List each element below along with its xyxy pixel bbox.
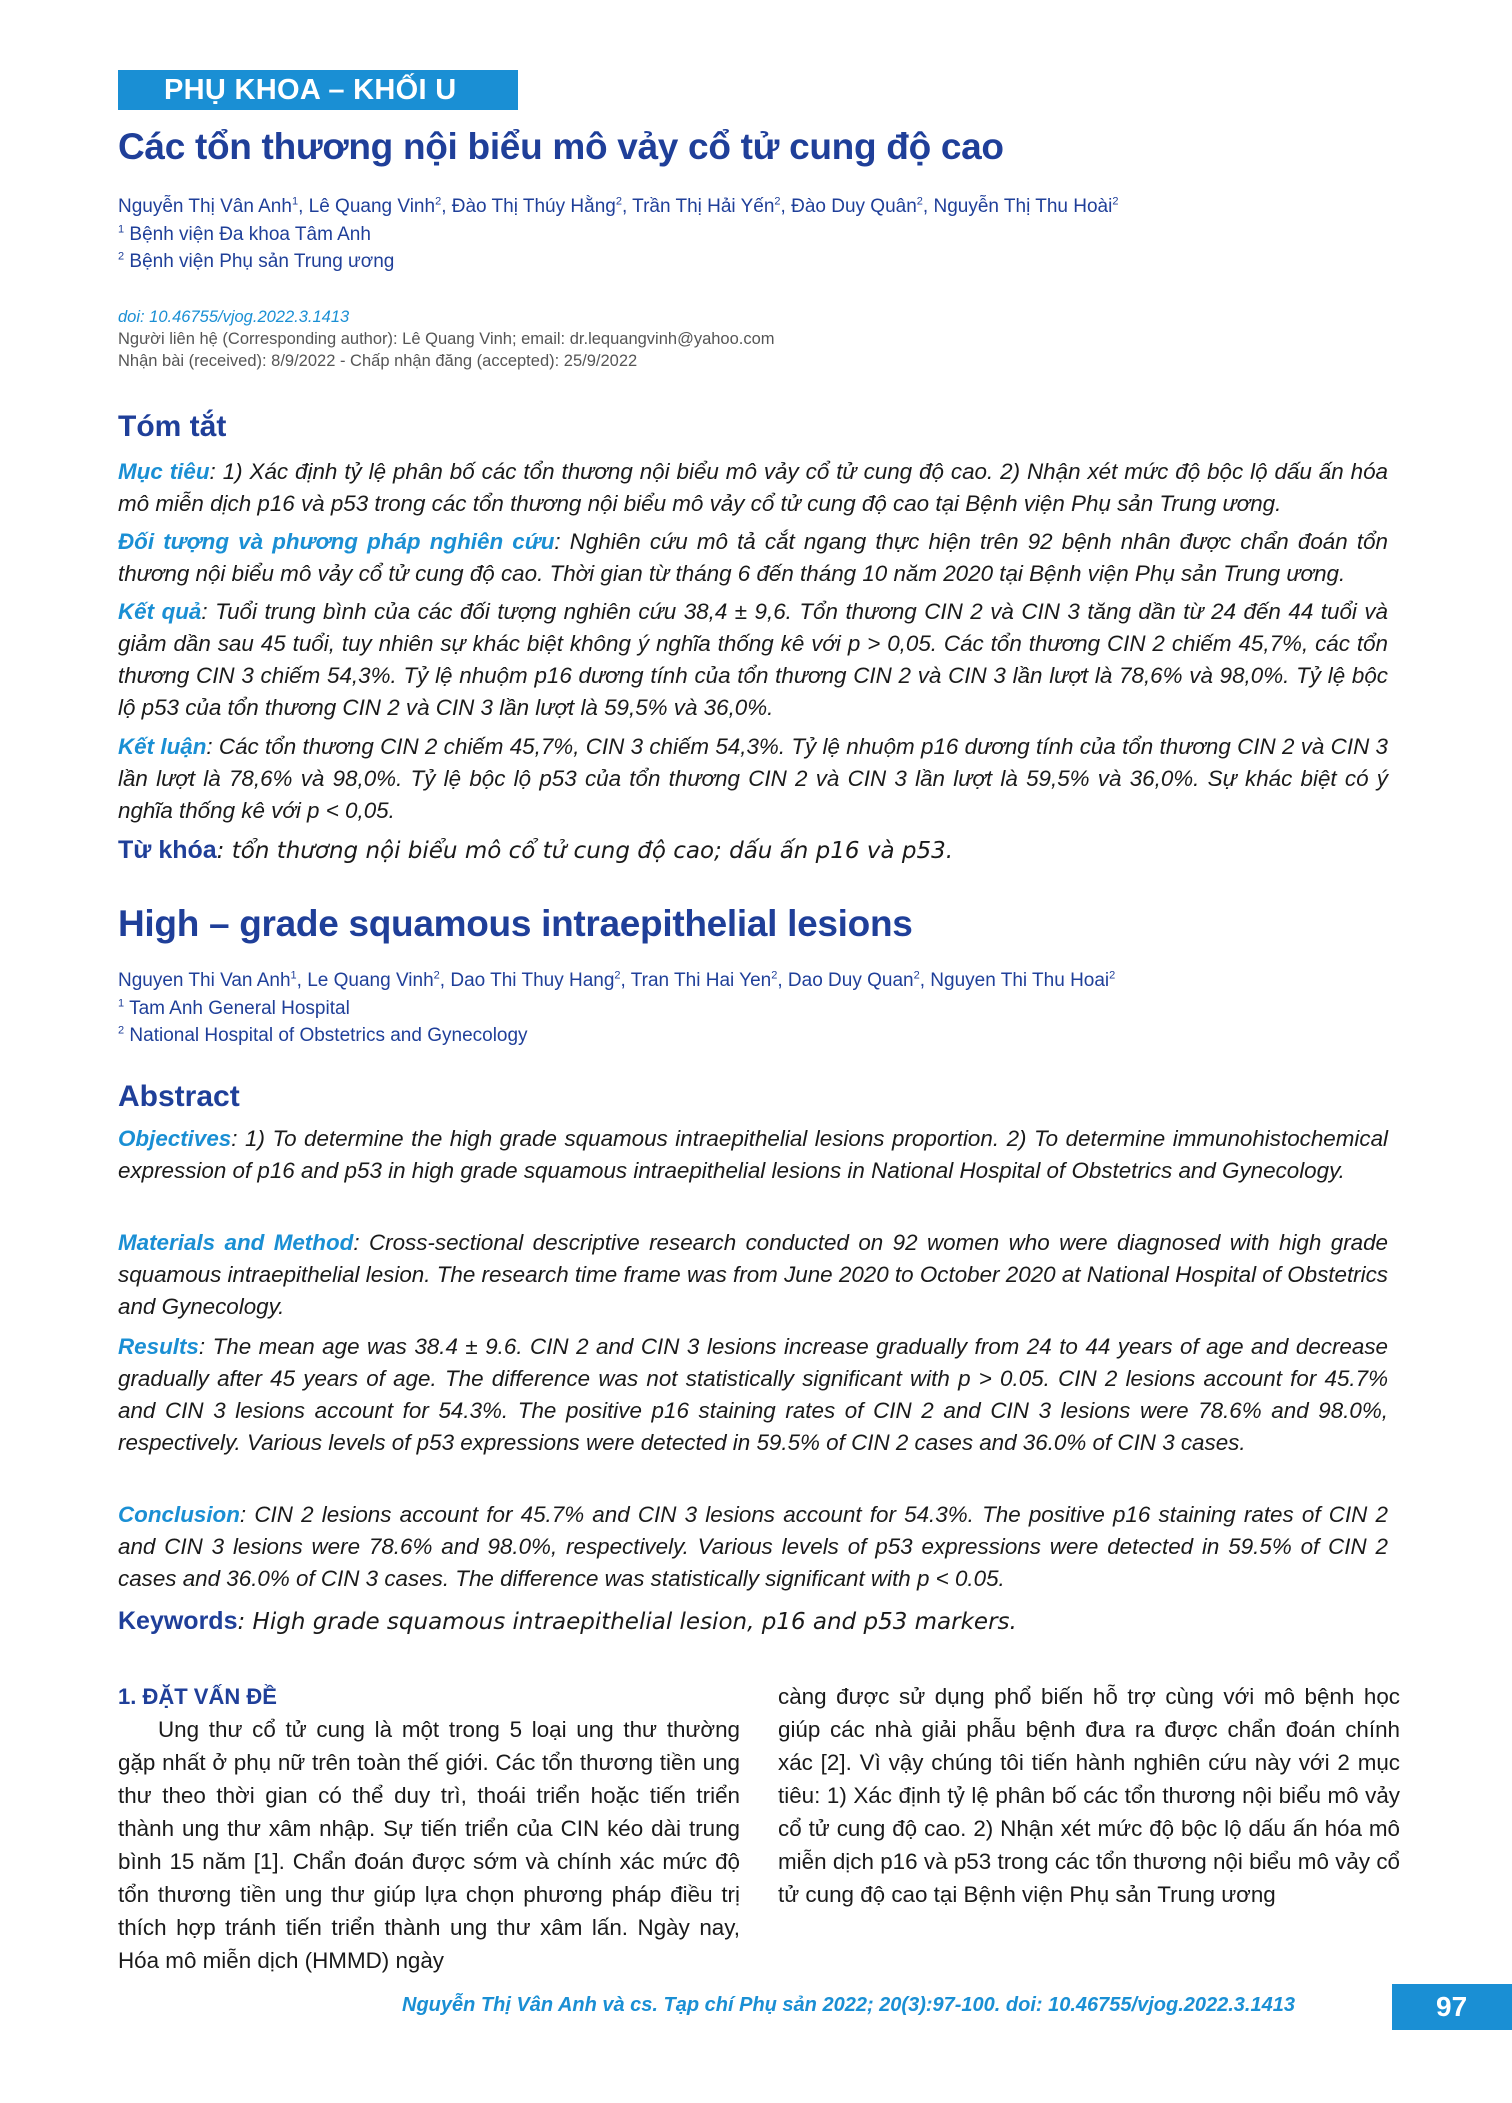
affiliation-text: Bệnh viện Phụ sản Trung ương: [129, 251, 395, 272]
results-text: : Tuổi trung bình của các đối tượng nghiên cứu 38,4 ± 9,6. Tổn thương CIN 2 và CIN 3 tăng dần từ 24 đến 44 tuổi và giảm dần sau 45 tuổi, tuy nhiên sự khác biệt không ý nghĩa thống kê với p > 0,05. Các tổn thương CIN 2 chiếm 45,7%, các tổn thương CIN 3 chiếm 54,3%. Tỷ lệ nhuộm p16 dương tính của tổn thương CIN 2 và CIN 3 lần lượt là 78,6% và 98,0%. Tỷ lệ bộc lộ p53 của tổn thương CIN 2 và CIN 3 lần lượt là 59,5% và 36,0%.: [118, 599, 1388, 720]
methods-label: Materials and Method: [118, 1230, 354, 1255]
affiliation-sup: 2: [118, 1024, 125, 1037]
objectives-text: : 1) Xác định tỷ lệ phân bố các tổn thương nội biểu mô vảy cổ tử cung độ cao. 2) Nhận xét mức độ bộc lộ dấu ấn hóa mô miễn dịch p16 và p53 trong các tổn thương nội biểu mô vảy cổ tử cung độ cao tại Bệnh viện Phụ sản Trung ương.: [118, 459, 1388, 516]
author-sup: 1: [291, 195, 299, 208]
author-sup: 2: [433, 969, 440, 982]
en-affiliation-2: [118, 1022, 528, 1049]
author-name: Trần Thị Hải Yến: [632, 196, 775, 217]
vi-title: Các tổn thương nội biểu mô vảy cổ tử cung độ cao: [118, 126, 1004, 167]
vi-conclusion: [118, 731, 1388, 827]
author-sup: 2: [614, 969, 621, 982]
author-name: Lê Quang Vinh: [308, 196, 436, 217]
author-name: Nguyen Thi Thu Hoai: [930, 970, 1110, 991]
summary-heading: Tóm tắt: [118, 410, 227, 443]
section-1-heading: 1. ĐẶT VẤN ĐỀ: [118, 1684, 277, 1709]
affiliation-text: National Hospital of Obstetrics and Gynecology: [129, 1025, 528, 1046]
affiliation-text: Bệnh viện Đa khoa Tâm Anh: [129, 224, 371, 245]
author-name: Nguyen Thi Van Anh: [118, 970, 291, 991]
en-conclusion: [118, 1499, 1388, 1595]
vi-keywords: [118, 834, 953, 867]
affiliation-sup: 2: [118, 250, 125, 263]
author-name: Tran Thi Hai Yen: [630, 970, 772, 991]
methods-text: : Cross-sectional descriptive research conducted on 92 women who were diagnosed with high grade squamous intraepithelial lesion. The research time frame was from June 2020 to October 2020 at National Hospital of Obstetrics and Gynecology.: [118, 1230, 1389, 1319]
page-number: 97: [1392, 1984, 1512, 2030]
methods-label: Đối tượng và phương pháp nghiên cứu: [118, 529, 555, 554]
conclusion-text: : CIN 2 lesions account for 45.7% and CIN 3 lesions account for 54.3%. The positive p16 staining rates of CIN 2 and CIN 3 lesions were 78.6% and 98.0%, respectively. Various levels of p53 expressions were detected in 59.5% of CIN 2 cases and 36.0% of CIN 3 cases. The difference was statistically significant with p < 0.05.: [118, 1502, 1388, 1591]
keywords-text: : tổn thương nội biểu mô cổ tử cung độ cao; dấu ấn p16 và p53.: [216, 838, 954, 864]
author-sup: 2: [615, 195, 622, 208]
en-title: High – grade squamous intraepithelial lesions: [118, 903, 913, 944]
doi-link[interactable]: doi: 10.46755/vjog.2022.3.1413: [118, 308, 350, 326]
body-column-right: [778, 1680, 1400, 1911]
en-methods: [118, 1227, 1388, 1323]
author-name: Dao Duy Quan: [787, 970, 914, 991]
en-objectives: [118, 1123, 1388, 1187]
author-name: Đào Thị Thúy Hằng: [451, 196, 616, 217]
vi-methods: [118, 526, 1388, 590]
author-sup: 2: [1112, 195, 1119, 208]
author-sup: 1: [290, 969, 297, 982]
en-affiliation-1: [118, 995, 350, 1022]
en-keywords: [118, 1605, 1017, 1638]
footer-citation: Nguyễn Thị Vân Anh và cs. Tạp chí Phụ sản 2022; 20(3):97-100. doi: 10.46755/vjog.2022.3.1413: [402, 1994, 1295, 2016]
vi-results: [118, 596, 1388, 724]
objectives-label: Mục tiêu: [118, 459, 210, 484]
keywords-text: : High grade squamous intraepithelial lesion, p16 and p53 markers.: [237, 1609, 1017, 1635]
affiliation-sup: 1: [118, 223, 125, 236]
section-banner: PHỤ KHOA – KHỐI U: [118, 70, 518, 110]
article-meta: [118, 306, 775, 372]
results-label: Kết quả: [118, 599, 202, 624]
affiliation-text: Tam Anh General Hospital: [129, 998, 350, 1019]
author-name: Nguyễn Thị Vân Anh: [118, 196, 292, 217]
author-name: Đào Duy Quân: [791, 196, 917, 217]
conclusion-label: Kết luận: [118, 734, 207, 759]
author-name: Nguyễn Thị Thu Hoài: [933, 196, 1113, 217]
results-text: : The mean age was 38.4 ± 9.6. CIN 2 and CIN 3 lesions increase gradually from 24 to 44 years of age and decrease gradually after 45 years of age. The difference was not statistically significant with p > 0.05. CIN 2 lesions account for 45.7% and CIN 3 lesions account for 54.3%. The positive p16 staining rates of CIN 2 and CIN 3 lesions were 78.6% and 98.0%, respectively. Various levels of p53 expressions were detected in 59.5% of CIN 2 cases and 36.0% of CIN 3 cases.: [118, 1334, 1388, 1455]
author-sup: 2: [771, 969, 778, 982]
conclusion-label: Conclusion: [118, 1502, 240, 1527]
vi-authors: Nguyễn Thị Vân Anh$^1$, Lê Quang Vinh$^2$, Đào Thị Thúy Hằng$^2$, Trần Thị Hải Yến$^2$, Đào Duy Quân$^2$, Nguyễn Thị Thu Hoài$^2$: [118, 195, 1119, 217]
author-sup: 2: [916, 195, 923, 208]
results-label: Results: [118, 1334, 199, 1359]
objectives-text: : 1) To determine the high grade squamous intraepithelial lesions proportion. 2) To determine immunohistochemical expression of p16 and p53 in high grade squamous intraepithelial lesions in National Hospital of Obstetrics and Gynecology.: [118, 1126, 1388, 1183]
keywords-label: Keywords: [118, 1607, 238, 1635]
author-name: Le Quang Vinh: [307, 970, 434, 991]
vi-objectives: [118, 456, 1388, 520]
vi-affiliation-1: [118, 221, 371, 248]
affiliation-sup: 1: [118, 997, 125, 1010]
body-column-left: [118, 1680, 740, 1977]
author-name: Dao Thi Thuy Hang: [450, 970, 615, 991]
keywords-label: Từ khóa: [118, 836, 217, 864]
body-paragraph-right: càng được sử dụng phổ biến hỗ trợ cùng với mô bệnh học giúp các nhà giải phẫu bệnh đưa ra được chẩn đoán chính xác [2]. Vì vậy chúng tôi tiến hành nghiên cứu này với 2 mục tiêu: 1) Xác định tỷ lệ phân bố các tổn thương nội biểu mô vảy cổ tử cung độ cao. 2) Nhận xét mức độ bộc lộ dấu ấn hóa mô miễn dịch p16 và p53 trong các tổn thương nội biểu mô vảy cổ tử cung độ cao tại Bệnh viện Phụ sản Trung ương: [778, 1684, 1400, 1907]
abstract-heading: Abstract: [118, 1080, 240, 1113]
author-sup: 2: [913, 969, 920, 982]
en-authors: Nguyen Thi Van Anh$^1$, Le Quang Vinh$^2$, Dao Thi Thuy Hang$^2$, Tran Thi Hai Yen$^2$, Dao Duy Quan$^2$, Nguyen Thi Thu Hoai$^2$: [118, 969, 1116, 991]
author-sup: 2: [774, 195, 781, 208]
vi-affiliation-2: [118, 248, 394, 275]
author-sup: 2: [435, 195, 442, 208]
author-sup: 2: [1109, 969, 1116, 982]
en-results: [118, 1331, 1388, 1459]
conclusion-text: : Các tổn thương CIN 2 chiếm 45,7%, CIN 3 chiếm 54,3%. Tỷ lệ nhuộm p16 dương tính của tổn thương CIN 2 và CIN 3 lần lượt là 78,6% và 98,0%. Tỷ lệ bộc lộ p53 của tổn thương CIN 2 và CIN 3 lần lượt là 59,5% và 36,0%. Sự khác biệt có ý nghĩa thống kê với p < 0,05.: [118, 734, 1388, 823]
body-paragraph-left: Ung thư cổ tử cung là một trong 5 loại ung thư thường gặp nhất ở phụ nữ trên toàn thế giới. Các tổn thương tiền ung thư theo thời gian có thể duy trì, thoái triển hoặc tiến triển thành ung thư xâm nhập. Sự tiến triển của CIN kéo dài trung bình 15 năm [1]. Chẩn đoán được sớm và chính xác mức độ tổn thương tiền ung thư giúp lựa chọn phương pháp điều trị thích hợp tránh tiến triển thành ung thư xâm lấn. Ngày nay, Hóa mô miễn dịch (HMMD) ngày: [118, 1717, 740, 1973]
received-dates: Nhận bài (received): 8/9/2022 - Chấp nhận đăng (accepted): 25/9/2022: [118, 352, 638, 370]
objectives-label: Objectives: [118, 1126, 232, 1151]
corresponding-author: Người liên hệ (Corresponding author): Lê Quang Vinh; email: dr.lequangvinh@yahoo.com: [118, 330, 775, 348]
methods-text: : Nghiên cứu mô tả cắt ngang thực hiện trên 92 bệnh nhân được chẩn đoán tổn thương nội biểu mô vảy cổ tử cung độ cao. Thời gian từ tháng 6 đến tháng 10 năm 2020 tại Bệnh viện Phụ sản Trung ương.: [118, 529, 1388, 586]
